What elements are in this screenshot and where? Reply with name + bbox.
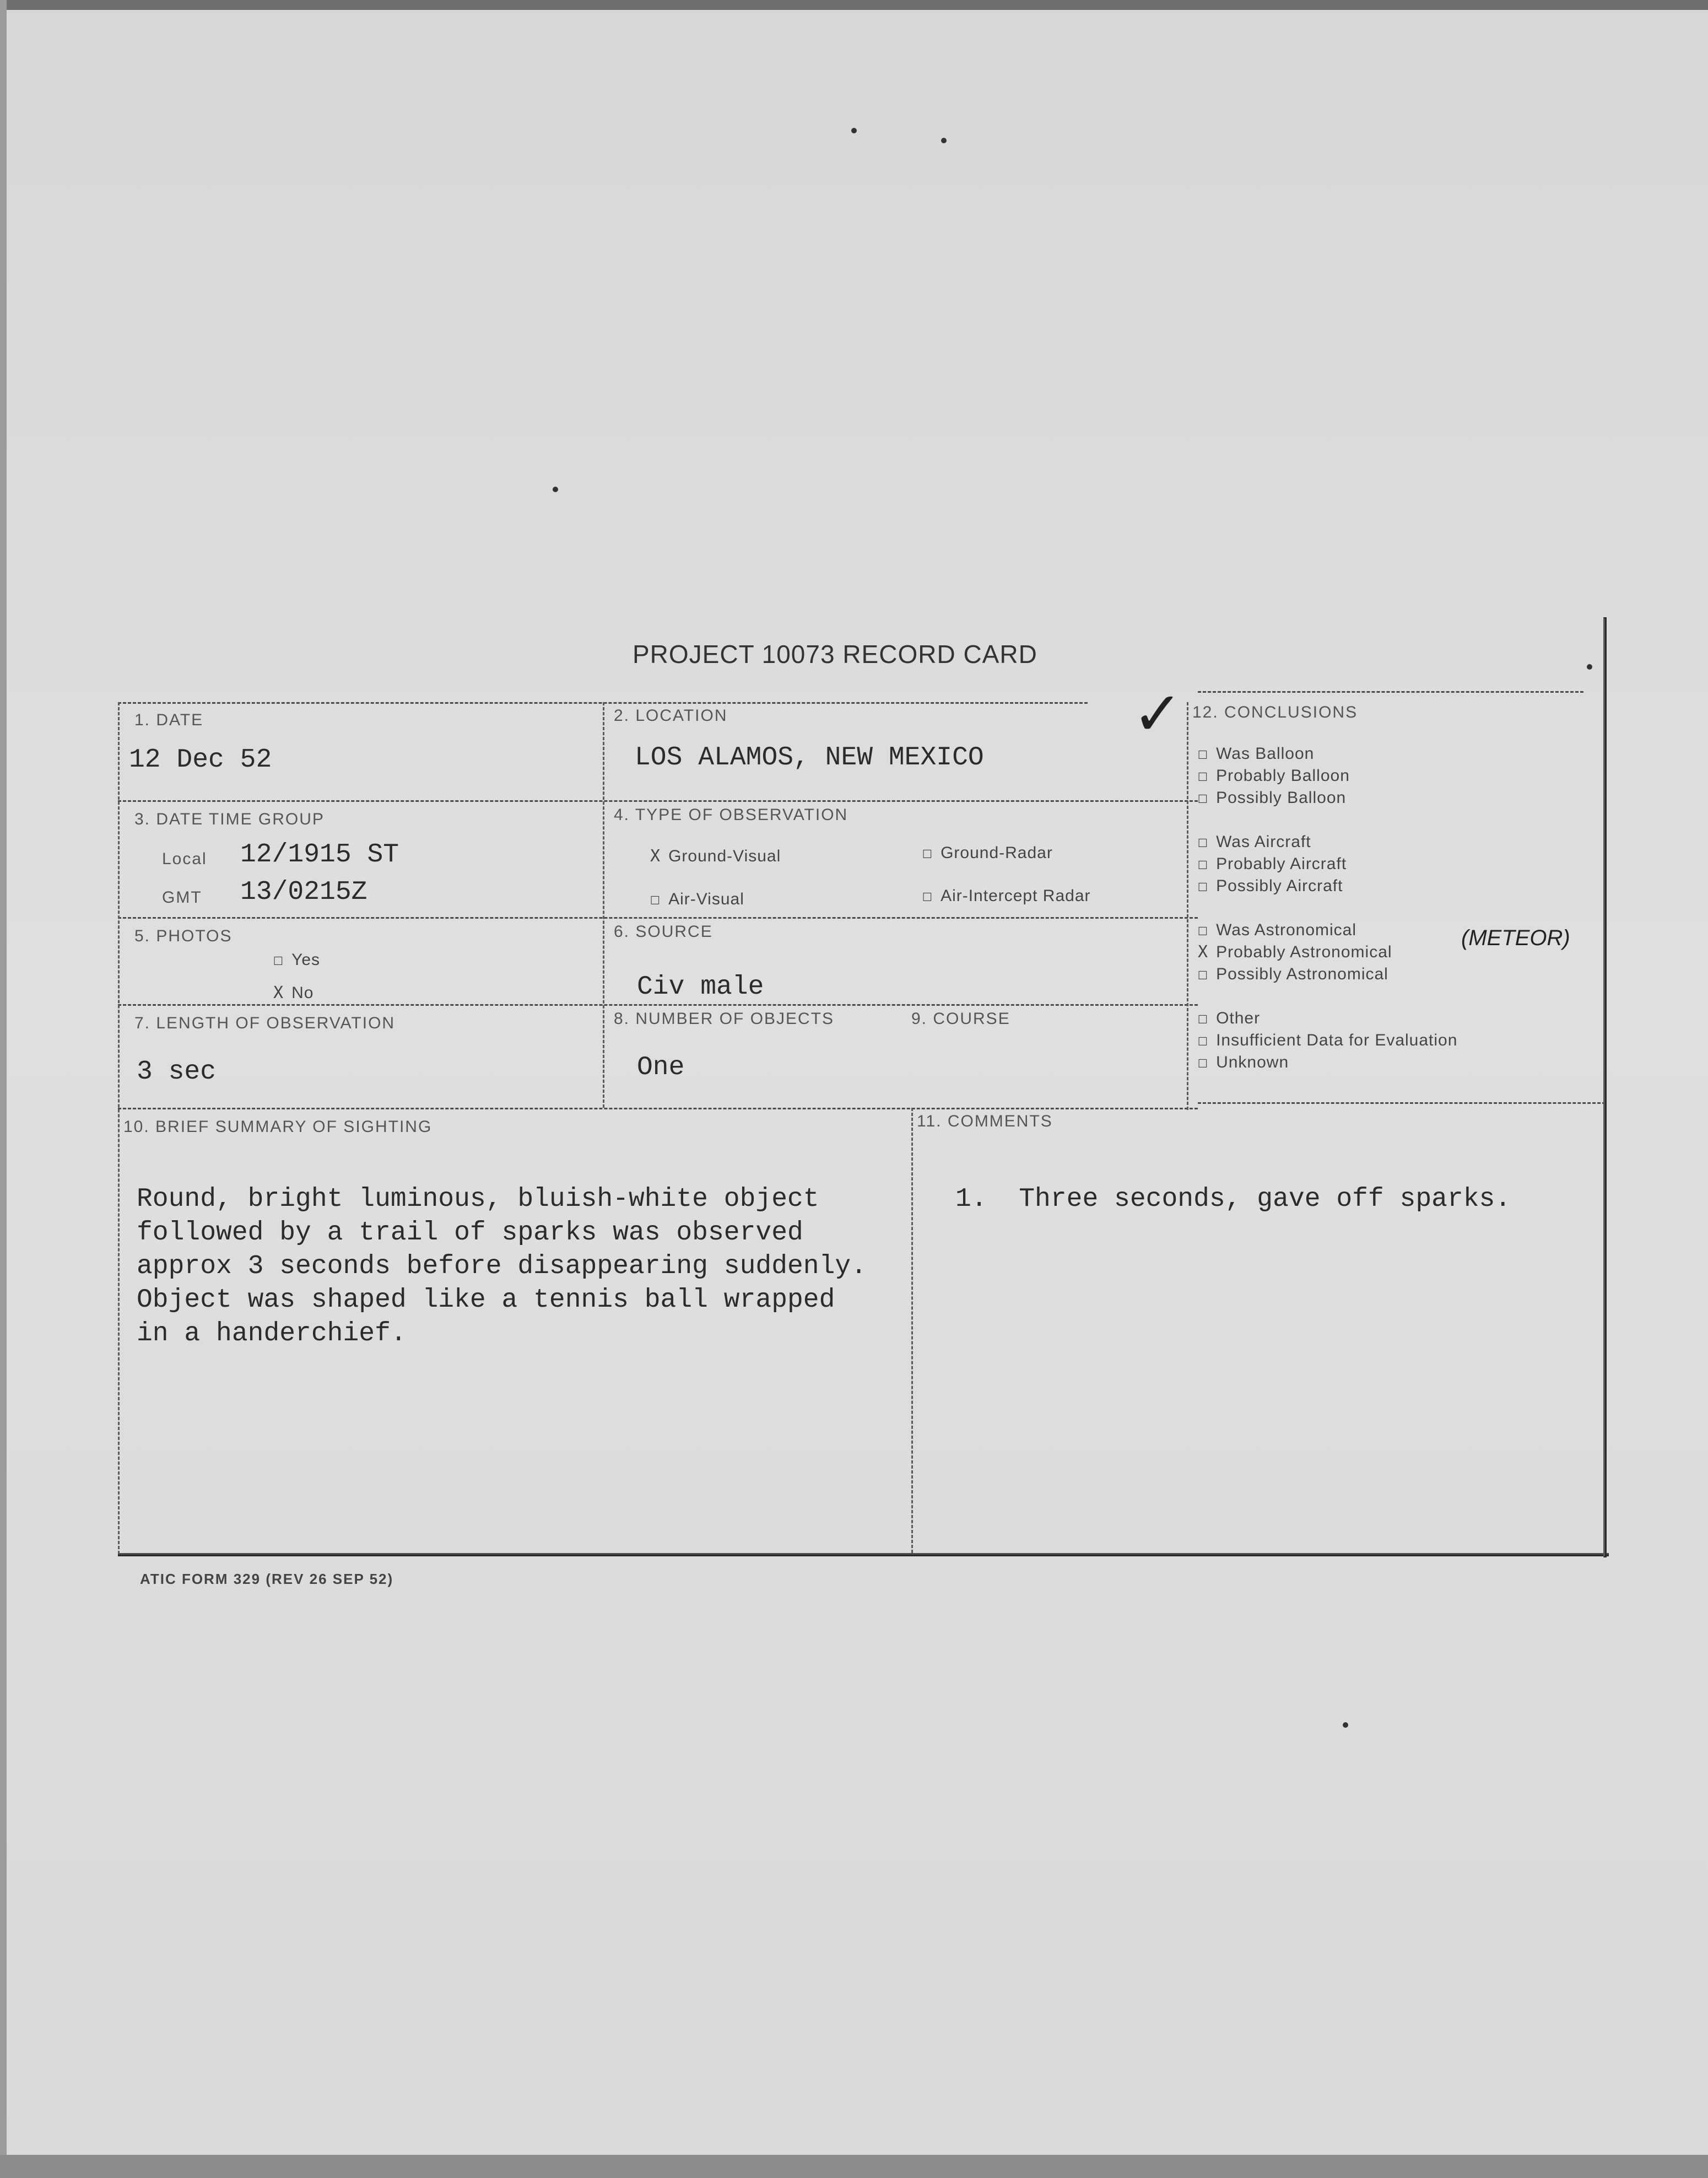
card-right-border bbox=[1603, 617, 1607, 1557]
scan-speck bbox=[1587, 664, 1592, 670]
conclusion-probably-balloon: ☐ Probably Balloon bbox=[1198, 766, 1350, 785]
divider bbox=[603, 702, 604, 1108]
scan-edge-top bbox=[0, 0, 1708, 10]
divider bbox=[118, 1004, 1198, 1006]
conclusion-was-astronomical: ☐ Was Astronomical bbox=[1198, 920, 1357, 940]
number-of-objects-label: 8. NUMBER OF OBJECTS bbox=[614, 1010, 835, 1028]
date-time-group-label: 3. DATE TIME GROUP bbox=[134, 810, 325, 828]
type-option-air-intercept-radar: ☐ Air-Intercept Radar bbox=[922, 886, 1091, 905]
type-option-ground-visual: X Ground-Visual bbox=[650, 847, 781, 866]
scan-edge-left bbox=[0, 0, 7, 2178]
divider bbox=[118, 1108, 1198, 1109]
card-title: PROJECT 10073 RECORD CARD bbox=[633, 640, 1037, 669]
handwritten-checkmark: ✓ bbox=[1132, 678, 1183, 749]
handwritten-meteor-note: (METEOR) bbox=[1461, 926, 1570, 950]
record-card bbox=[118, 700, 1606, 1560]
comments-text: 1. Three seconds, gave off sparks. bbox=[955, 1184, 1511, 1214]
conclusions-label: 12. CONCLUSIONS bbox=[1192, 703, 1358, 721]
form-number: ATIC FORM 329 (REV 26 SEP 52) bbox=[140, 1571, 394, 1587]
conclusion-possibly-balloon: ☐ Possibly Balloon bbox=[1198, 788, 1347, 807]
course-label: 9. COURSE bbox=[911, 1010, 1010, 1028]
length-of-observation-value: 3 sec bbox=[137, 1057, 217, 1087]
conclusion-possibly-astronomical: ☐ Possibly Astronomical bbox=[1198, 964, 1388, 984]
conclusion-unknown: ☐ Unknown bbox=[1198, 1053, 1289, 1072]
scan-speck bbox=[1343, 1722, 1348, 1728]
scan-speck bbox=[553, 487, 558, 492]
comments-label: 11. COMMENTS bbox=[917, 1112, 1053, 1130]
divider bbox=[118, 917, 1198, 919]
local-time-value: 12/1915 ST bbox=[240, 840, 399, 870]
brief-summary-line: approx 3 seconds before disappearing suddenly. bbox=[137, 1252, 867, 1281]
conclusion-other: ☐ Other bbox=[1198, 1009, 1261, 1028]
scan-speck bbox=[851, 128, 857, 133]
photos-option-yes: ☐ Yes bbox=[273, 950, 321, 969]
conclusion-was-balloon: ☐ Was Balloon bbox=[1198, 744, 1315, 763]
type-of-observation-label: 4. TYPE OF OBSERVATION bbox=[614, 806, 848, 824]
brief-summary-line: Round, bright luminous, bluish-white object bbox=[137, 1184, 819, 1214]
location-label: 2. LOCATION bbox=[614, 707, 728, 725]
date-value: 12 Dec 52 bbox=[129, 745, 272, 775]
location-value: LOS ALAMOS, NEW MEXICO bbox=[635, 743, 984, 773]
conclusion-probably-aircraft: ☐ Probably Aircraft bbox=[1198, 854, 1347, 874]
source-value: Civ male bbox=[637, 972, 764, 1002]
divider bbox=[118, 800, 1198, 802]
divider bbox=[911, 1108, 913, 1553]
conclusion-probably-astronomical: X Probably Astronomical bbox=[1198, 942, 1392, 962]
date-label: 1. DATE bbox=[134, 711, 204, 729]
divider bbox=[1198, 691, 1583, 693]
brief-summary-line: in a handerchief. bbox=[137, 1319, 407, 1349]
brief-summary-line: followed by a trail of sparks was observed bbox=[137, 1218, 803, 1248]
card-left-border bbox=[118, 702, 120, 1554]
length-of-observation-label: 7. LENGTH OF OBSERVATION bbox=[134, 1014, 396, 1032]
gmt-time-value: 13/0215Z bbox=[240, 877, 367, 907]
conclusion-was-aircraft: ☐ Was Aircraft bbox=[1198, 832, 1311, 851]
brief-summary-line: Object was shaped like a tennis ball wrapped bbox=[137, 1285, 835, 1315]
type-option-ground-radar: ☐ Ground-Radar bbox=[922, 843, 1053, 862]
card-bottom-border bbox=[118, 1553, 1609, 1556]
conclusion-possibly-aircraft: ☐ Possibly Aircraft bbox=[1198, 876, 1343, 896]
scan-speck bbox=[941, 138, 947, 143]
photos-label: 5. PHOTOS bbox=[134, 927, 233, 945]
local-time-label: Local bbox=[162, 850, 207, 868]
divider bbox=[1187, 702, 1188, 1110]
conclusion-insufficient-data: ☐ Insufficient Data for Evaluation bbox=[1198, 1031, 1458, 1050]
brief-summary-label: 10. BRIEF SUMMARY OF SIGHTING bbox=[123, 1118, 433, 1136]
type-option-air-visual: ☐ Air-Visual bbox=[650, 889, 744, 909]
source-label: 6. SOURCE bbox=[614, 923, 713, 941]
gmt-time-label: GMT bbox=[162, 888, 202, 907]
photos-option-no: X No bbox=[273, 983, 314, 1002]
scan-edge-bottom bbox=[0, 2155, 1708, 2178]
number-of-objects-value: One bbox=[637, 1053, 685, 1082]
divider bbox=[1198, 1102, 1606, 1104]
